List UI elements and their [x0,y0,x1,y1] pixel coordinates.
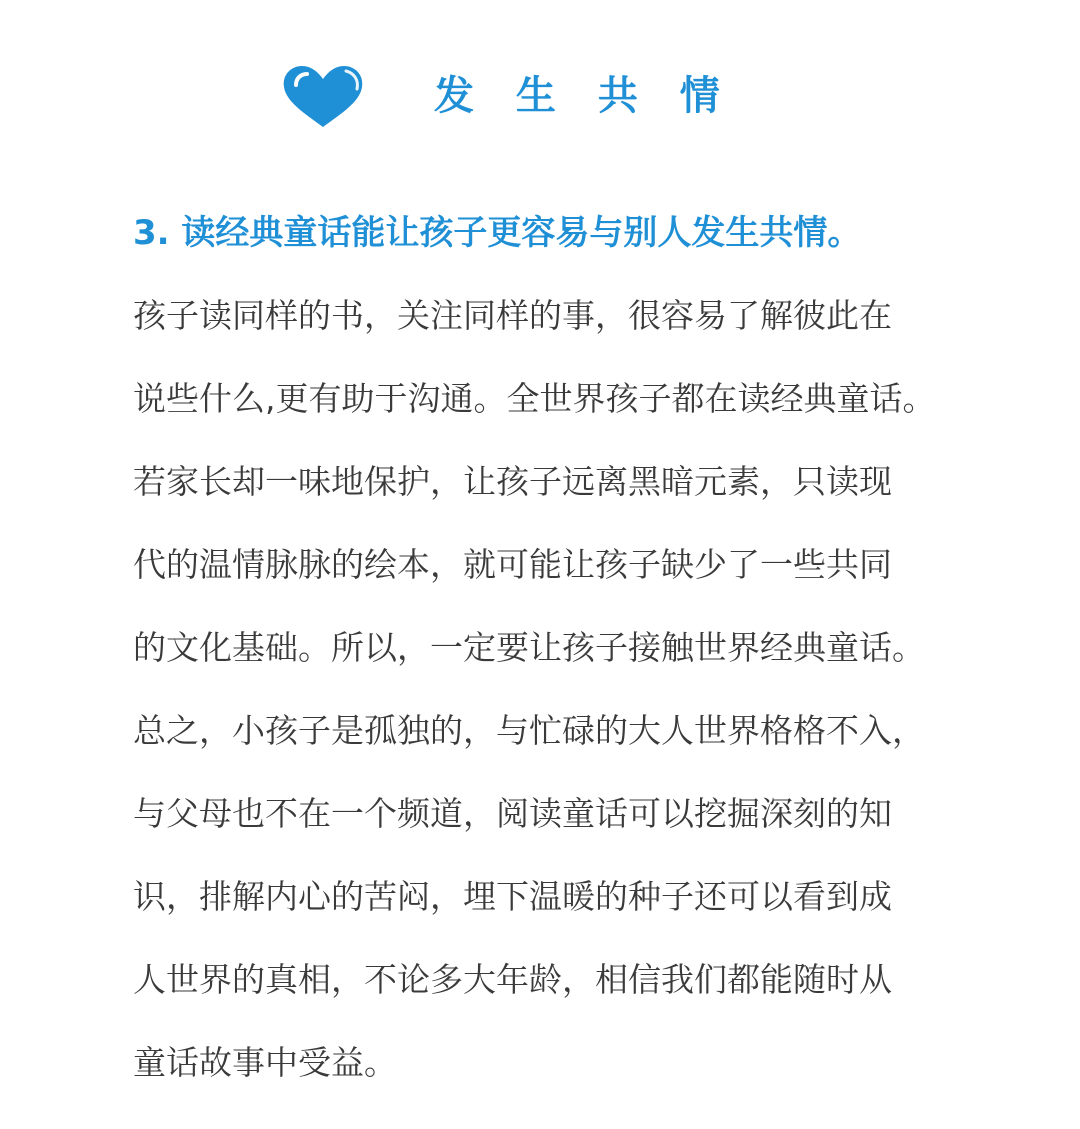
body-line: 总之，小孩子是孤独的，与忙碌的大人世界格格不入， [133,711,925,750]
paragraph-heading: 3. 读经典童话能让孩子更容易与别人发生共情。 [133,213,862,253]
body-line: 代的温情脉脉的绘本，就可能让孩子缺少了一些共同 [133,545,892,584]
section-header [280,60,734,132]
body-line: 若家长却一味地保护，让孩子远离黑暗元素，只读现 [133,462,892,501]
heart-icon [280,63,366,129]
body-line: 识，排解内心的苦闷，埋下温暖的种子还可以看到成 [133,877,892,916]
body-text [133,288,936,1118]
body-line: 说些什么,更有助于沟通。全世界孩子都在读经典童话。 [133,379,936,418]
body-line: 童话故事中受益。 [133,1043,397,1082]
body-line: 人世界的真相，不论多大年龄，相信我们都能随时从 [133,960,892,999]
section-title: 发 生 共 情 [434,73,734,119]
body-line: 的文化基础。所以，一定要让孩子接触世界经典童话。 [133,628,925,667]
body-line: 孩子读同样的书，关注同样的事，很容易了解彼此在 [133,296,892,335]
body-line: 与父母也不在一个频道，阅读童话可以挖掘深刻的知 [133,794,892,833]
